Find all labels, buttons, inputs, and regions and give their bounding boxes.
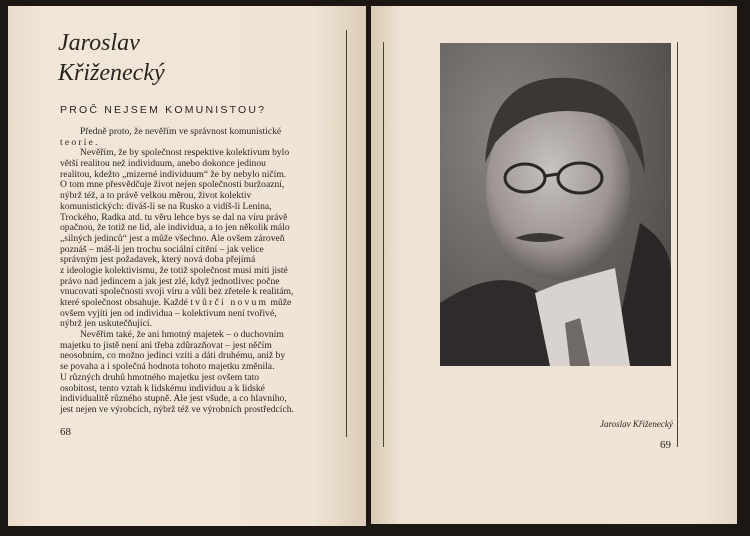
text-segment: U různých druhů hmotného majetku jest ovšem tato bbox=[60, 371, 260, 383]
text-segment: realitou, kdežto „mizerné individuum“ že by nebylo ničím. bbox=[60, 168, 287, 180]
text-segment: jest nejen ve výrobcích, nýbrž též ve výrobních prostředcích. bbox=[60, 403, 294, 415]
body-text bbox=[60, 127, 344, 416]
author-first-name: Jaroslav bbox=[58, 30, 140, 56]
right-inner-rule bbox=[383, 42, 384, 447]
text-segment: osobitost, tento vztah k lidskému individuu a k lidské bbox=[60, 382, 265, 394]
text-segment: individualitě různého stupně. Ale jest všude, a co hlavního, bbox=[60, 393, 287, 405]
text-line bbox=[60, 127, 344, 138]
text-segment: „silných jedinců“ jest a může všechno. Ale ovšem zároveň bbox=[60, 232, 285, 244]
text-segment: nýbrž jen uskutečňující. bbox=[60, 318, 152, 330]
text-segment: ovšem vyjíti jen od individua – kolektivum není tvořivé, bbox=[60, 307, 277, 319]
left-column-rule bbox=[346, 30, 347, 437]
page-number-left: 68 bbox=[60, 426, 71, 438]
text-segment: vnucovati společnosti svoji víru a vůli bez zřetele k realitám, bbox=[60, 286, 294, 298]
text-line bbox=[60, 405, 344, 416]
author-portrait-photo bbox=[440, 43, 671, 366]
text-segment: Předně proto, že nevěřím ve správnost komunistické bbox=[80, 126, 282, 137]
right-outer-rule bbox=[677, 42, 678, 447]
text-segment: se povaha a i společná hodnota tohoto majetku změnila. bbox=[60, 361, 275, 373]
spaced-emphasis: tvůrčí novum bbox=[190, 297, 269, 308]
photo-caption: Jaroslav Křiženecký bbox=[600, 419, 673, 429]
text-segment: opačnou, že totiž ne lid, ale individua, a to jen několik málo bbox=[60, 222, 290, 234]
chapter-heading: PROČ NEJSEM KOMUNISTOU? bbox=[60, 104, 267, 116]
text-segment: poznáš – máš-li jen trochu sociální cítění – jak velice bbox=[60, 243, 264, 255]
text-segment: správným jest požadavek, který nová doba přejímá bbox=[60, 254, 256, 266]
text-segment: Nevěřím také, že ani hmotný majetek – o duchovním bbox=[80, 329, 284, 341]
author-last-name: Křiženecký bbox=[58, 60, 165, 86]
text-segment: právo nad jedincem a jak jest zlé, když jednotlivec počne bbox=[60, 275, 280, 287]
text-segment: které společnost obsahuje. Každé bbox=[60, 297, 191, 308]
page-number-right: 69 bbox=[660, 439, 671, 451]
text-segment: O tom mne přesvědčuje život nejen společnosti buržoazní, bbox=[60, 179, 285, 191]
text-segment: majetku to jistě není ani třeba zdůrazňovat – jest něčím bbox=[60, 339, 272, 351]
text-segment: Nevěřím, že by společnost respektive kolektivum bylo bbox=[80, 147, 290, 159]
text-segment: neosobním, co možno jedinci vzíti a dáti druhému, aniž by bbox=[60, 350, 286, 362]
spaced-emphasis: teorie. bbox=[60, 136, 100, 148]
text-segment: komunistických: díváš-li se na Rusko a vidíš-li Lenina, bbox=[60, 200, 272, 212]
text-segment: Trockého, Radka atd. tu věru lehce bys se dal na víru právě bbox=[60, 211, 288, 223]
text-segment: může bbox=[268, 297, 292, 308]
text-segment: z ideologie kolektivismu, že totiž společnost musí míti jisté bbox=[60, 264, 288, 276]
text-segment: nýbrž též, a to právě velkou měrou, život kolektiv bbox=[60, 190, 252, 202]
text-segment: větší realitou než individuum, anebo dokonce jedinou bbox=[60, 158, 266, 170]
